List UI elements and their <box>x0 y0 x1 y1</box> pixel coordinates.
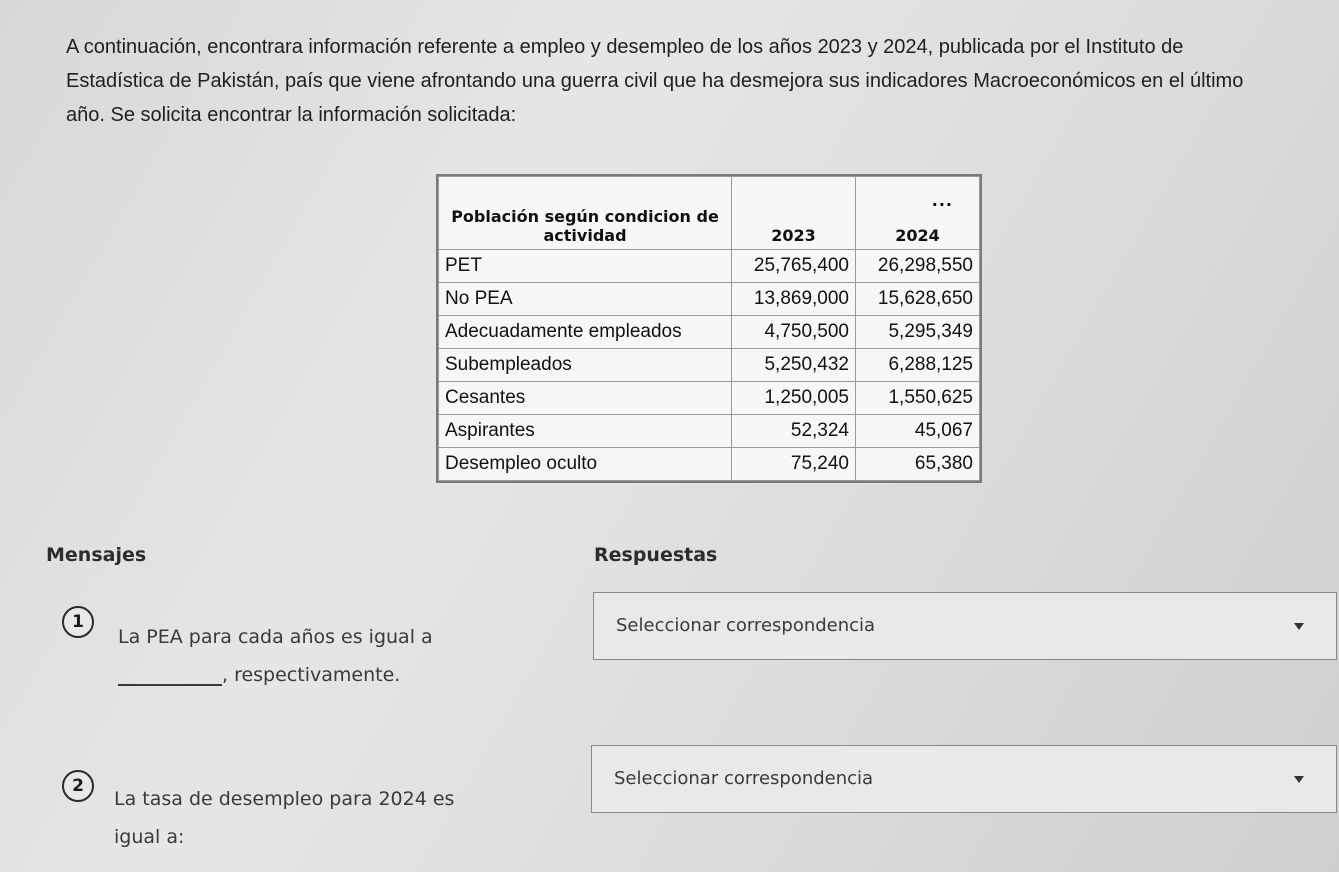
chevron-down-icon <box>1294 776 1304 783</box>
row-value-2024: 15,628,650 <box>856 283 980 316</box>
answers-heading: Respuestas <box>594 544 718 566</box>
header-2023: 2023 <box>732 177 856 250</box>
row-label: No PEA <box>439 283 732 316</box>
row-value-2023: 1,250,005 <box>732 382 856 415</box>
row-label: Subempleados <box>439 349 732 382</box>
data-table <box>438 176 980 481</box>
more-options-icon[interactable]: ... <box>931 191 953 210</box>
header-2024-cell <box>856 177 980 250</box>
row-value-2024: 45,067 <box>856 415 980 448</box>
table-row <box>439 415 980 448</box>
table-row <box>439 382 980 415</box>
table-row <box>439 250 980 283</box>
question-2-text: La tasa de desempleo para 2024 es <box>114 788 455 810</box>
row-value-2024: 1,550,625 <box>856 382 980 415</box>
header-2024: 2024 <box>895 226 940 245</box>
row-value-2023: 52,324 <box>732 415 856 448</box>
population-table <box>436 174 982 483</box>
row-label: Desempleo oculto <box>439 448 732 481</box>
header-label: Población según condicion de actividad <box>439 177 732 250</box>
answer-select-2-placeholder: Seleccionar correspondencia <box>614 768 874 789</box>
answer-select-1-placeholder: Seleccionar correspondencia <box>616 615 876 636</box>
table-row <box>439 316 980 349</box>
row-value-2023: 13,869,000 <box>732 283 856 316</box>
question-1-continuation <box>118 664 400 686</box>
answer-select-2[interactable] <box>591 745 1337 813</box>
question-1-text: La PEA para cada años es igual a <box>118 626 433 648</box>
row-label: Cesantes <box>439 382 732 415</box>
question-1-text-line2: , respectivamente. <box>222 664 401 686</box>
row-value-2024: 6,288,125 <box>856 349 980 382</box>
row-value-2023: 4,750,500 <box>732 316 856 349</box>
table-row <box>439 349 980 382</box>
question-number-badge: 2 <box>62 770 94 802</box>
row-value-2023: 5,250,432 <box>732 349 856 382</box>
row-value-2023: 25,765,400 <box>732 250 856 283</box>
table-header-row <box>439 177 980 250</box>
answer-select-1[interactable] <box>593 592 1337 660</box>
row-label: Adecuadamente empleados <box>439 316 732 349</box>
row-value-2024: 5,295,349 <box>856 316 980 349</box>
question-number-badge: 1 <box>62 606 94 638</box>
answer-blank <box>118 666 222 686</box>
row-value-2024: 26,298,550 <box>856 250 980 283</box>
question-2-text-line2: igual a: <box>114 826 185 848</box>
row-label: Aspirantes <box>439 415 732 448</box>
row-value-2023: 75,240 <box>732 448 856 481</box>
row-label: PET <box>439 250 732 283</box>
messages-heading: Mensajes <box>46 544 147 566</box>
chevron-down-icon <box>1294 623 1304 630</box>
row-value-2024: 65,380 <box>856 448 980 481</box>
intro-paragraph: A continuación, encontrara información referente a empleo y desempleo de los años 2023 y 2024, publicada por el Instituto de Estadística de Pakistán, país que viene afrontando una guerra civil que ha desmejora sus indicadores Macroeconómicos en el último año. Se solicita encontrar la información solicitada: <box>66 36 1244 126</box>
table-row <box>439 448 980 481</box>
table-row <box>439 283 980 316</box>
